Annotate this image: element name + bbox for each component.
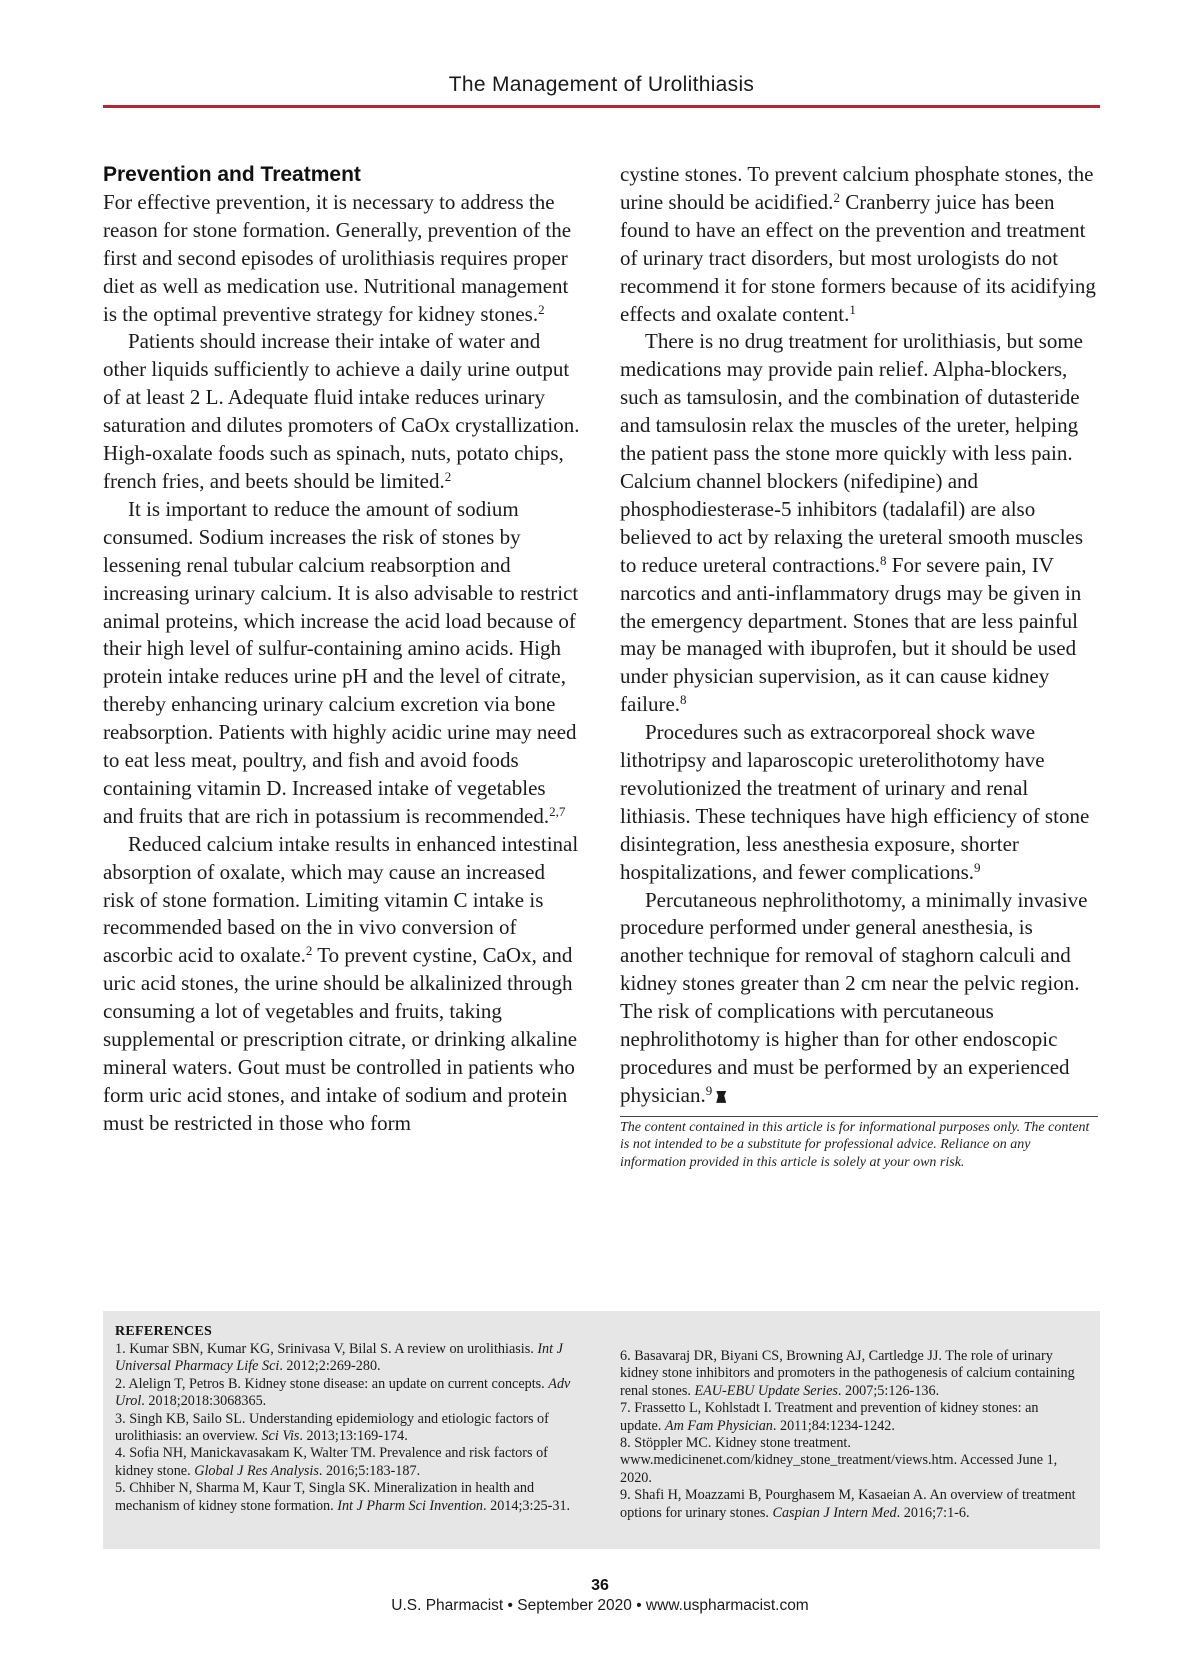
reference-text: 9. Shafi H, Moazzami B, Pourghasem M, Kasaeian A. An overview of treatment options for urinary stones. [620, 1487, 1076, 1521]
references-title: REFERENCES [115, 1324, 213, 1339]
paragraph-text: Patients should increase their intake of water and other liquids sufficiently to achieve a daily urine output of at least 2 L. Adequate fluid intake reduces urinary saturation and dilutes promoters of CaOx crystallization. High-oxalate foods such as spinach, nuts, potato chips, french fries, and beets should be limited. [103, 329, 580, 493]
reference-text: 8. Stöppler MC. Kidney stone treatment. www.medicinenet.com/kidney_stone_treatment/views.htm. Accessed June 1, 2020. [620, 1435, 1058, 1486]
article-column-left [103, 161, 581, 1138]
citation-sup: 9 [705, 1082, 713, 1098]
citation-sup: 8 [680, 692, 687, 708]
citation-sup: 1 [849, 301, 856, 317]
citation-sup: 8 [880, 552, 887, 568]
citation-sup: 9 [974, 859, 981, 875]
citation-sup: 2 [833, 189, 840, 205]
reference-journal: Caspian J Intern Med [772, 1504, 897, 1521]
citation-sup: 2,7 [549, 803, 566, 819]
disclaimer: The content contained in this article is for informational purposes only. The content is not intended to be a substitute for professional advice. Reliance on any information provided in this article is solely at your own risk. [620, 1116, 1098, 1172]
section-heading: Prevention and Treatment [103, 163, 361, 186]
article-column-right [620, 161, 1098, 1171]
reference-text: . 2018;2018:3068365. [141, 1393, 267, 1410]
reference-text: 3. Singh KB, Sailo SL. Understanding epidemiology and etiologic factors of urolithiasis: an overview. [115, 1410, 549, 1445]
references-box [103, 1311, 1100, 1549]
reference-journal: Int J Pharm Sci Invention [337, 1497, 484, 1514]
paragraph-text: Procedures such as extracorporeal shock wave lithotripsy and laparoscopic ureterolithotomy have revolutionized the treatment of urinary and renal lithiasis. These techniques have high efficiency of stone disintegration, less anesthesia exposure, shorter hospitalizations, and fewer complications. [620, 720, 1090, 884]
paragraph-text: Percutaneous nephrolithotomy, a minimally invasive procedure performed under general anesthesia, is another technique for removal of staghorn calculi and kidney stones greater than 2 cm near the pelvic region. The risk of complications with percutaneous nephrolithotomy is higher than for other endoscopic procedures and must be performed by an experienced physician. [620, 887, 1088, 1107]
reference-item [620, 1435, 1082, 1487]
paragraph [103, 189, 581, 329]
reference-journal: Int J Universal Pharmacy Life Sci [115, 1341, 563, 1375]
reference-text: 7. Frassetto L, Kohlstadt I. Treatment and prevention of kidney stones: an update. [620, 1400, 1039, 1434]
citation-sup: 2 [538, 301, 545, 317]
reference-journal: Global J Res Analysis [194, 1462, 319, 1479]
page-number: 36 [591, 1577, 609, 1594]
reference-item [620, 1487, 1082, 1522]
references-column-left [115, 1341, 577, 1515]
end-of-article-icon [716, 1091, 726, 1103]
reference-text: . 2007;5:126-136. [837, 1382, 940, 1399]
reference-text: 1. Kumar SBN, Kumar KG, Srinivasa V, Bilal S. A review on urolithiasis. [115, 1341, 538, 1357]
reference-item [620, 1348, 1082, 1400]
reference-text: . 2016;5:183-187. [318, 1462, 421, 1479]
paragraph-text: cystine stones. To prevent calcium phosphate stones, the urine should be acidified. [620, 162, 1094, 214]
references-column-right [620, 1348, 1082, 1522]
header-rule [103, 105, 1100, 108]
paragraph [620, 887, 1098, 1110]
reference-item [115, 1341, 577, 1376]
paragraph-text: Reduced calcium intake results in enhanced intestinal absorption of oxalate, which may cause an increased risk of stone formation. Limiting vitamin C intake is recommended based on the in vivo conversion of ascorbic acid to oxalate. [103, 831, 579, 968]
citation-sup: 2 [444, 468, 452, 484]
reference-text: 6. Basavaraj DR, Biyani CS, Browning AJ, Cartledge JJ. The role of urinary kidney stone inhibitors and promoters in the pathogenesis of calcium containing renal stones. [620, 1348, 1075, 1399]
reference-item [115, 1376, 577, 1411]
reference-text: . 2014;3:25-31. [483, 1497, 571, 1514]
paragraph [103, 831, 581, 1138]
reference-journal: EAU-EBU Update Series [694, 1382, 838, 1399]
reference-journal: Sci Vis [261, 1428, 300, 1445]
paragraph [620, 719, 1098, 886]
paragraph [620, 161, 1098, 328]
reference-text: 2. Alelign T, Petros B. Kidney stone disease: an update on current concepts. [115, 1375, 549, 1392]
reference-item [115, 1480, 577, 1515]
header-title: The Management of Urolithiasis [448, 73, 755, 96]
reference-text: . 2012;2:269-280. [279, 1358, 381, 1375]
reference-item [115, 1445, 577, 1480]
reference-journal: Adv Urol [115, 1375, 571, 1410]
paragraph [103, 328, 581, 495]
paragraph-text: For effective prevention, it is necessary to address the reason for stone formation. Generally, prevention of the first and second episodes of urolithiasis requires proper diet as well as medication use. Nutritional management is the optimal preventive strategy for kidney stones. [103, 189, 572, 326]
footer-publication-line: U.S. Pharmacist • September 2020 • www.uspharmacist.com [391, 1597, 809, 1614]
paragraph-text: It is important to reduce the amount of sodium consumed. Sodium increases the risk of stones by lessening renal tubular calcium reabsorption and increasing urinary calcium. It is also advisable to restrict animal proteins, which increase the acid load because of their high level of sulfur-containing amino acids. High protein intake reduces urine pH and the level of citrate, thereby enhancing urinary calcium excretion via bone reabsorption. Patients with highly acidic urine may need to eat less meat, poultry, and fish and avoid foods containing vitamin D. Increased intake of vegetables and fruits that are rich in potassium is recommended. [103, 496, 579, 828]
reference-text: . 2016;7:1-6. [896, 1504, 970, 1521]
reference-text: . 2013;13:169-174. [299, 1428, 408, 1445]
paragraph-text: To prevent cystine, CaOx, and uric acid stones, the urine should be alkalinized through consuming a lot of vegetables and fruits, taking supplemental or prescription citrate, or drinking alkaline mineral waters. Gout must be controlled in patients who form uric acid stones, and intake of sodium and protein must be restricted in those who form [103, 943, 578, 1135]
reference-text: . 2011;84:1234-1242. [772, 1417, 895, 1434]
paragraph-text: There is no drug treatment for urolithiasis, but some medications may provide pain relief. Alpha-blockers, such as tamsulosin, and the combination of dutasteride and tamsulosin relax the muscles of the ureter, helping the patient pass the stone more quickly with less pain. Calcium channel blockers (nifedipine) and phosphodiesterase-5 inhibitors (tadalafil) are also believed to act by relaxing the ureteral smooth muscles to reduce ureteral contractions. [620, 329, 1084, 577]
paragraph [103, 496, 581, 831]
citation-sup: 2 [305, 943, 313, 959]
reference-text: 4. Sofia NH, Manickavasakam K, Walter TM. Prevalence and risk factors of kidney stone. [115, 1445, 548, 1479]
reference-item [115, 1411, 577, 1446]
paragraph-text: Cranberry juice has been found to have an effect on the prevention and treatment of urinary tract disorders, but most urologists do not recommend it for stone formers because of its acidifying effects and oxalate content. [620, 189, 1096, 326]
reference-item [620, 1400, 1082, 1435]
paragraph-text: For severe pain, IV narcotics and anti-inflammatory drugs may be given in the emergency department. Stones that are less painful may be managed with ibuprofen, but it should be used under physician supervision, as it can cause kidney failure. [620, 552, 1082, 717]
reference-text: 5. Chhiber N, Sharma M, Kaur T, Singla SK. Mineralization in health and mechanism of kidney stone formation. [115, 1480, 535, 1514]
paragraph [620, 328, 1098, 719]
reference-journal: Am Fam Physician [664, 1417, 773, 1434]
